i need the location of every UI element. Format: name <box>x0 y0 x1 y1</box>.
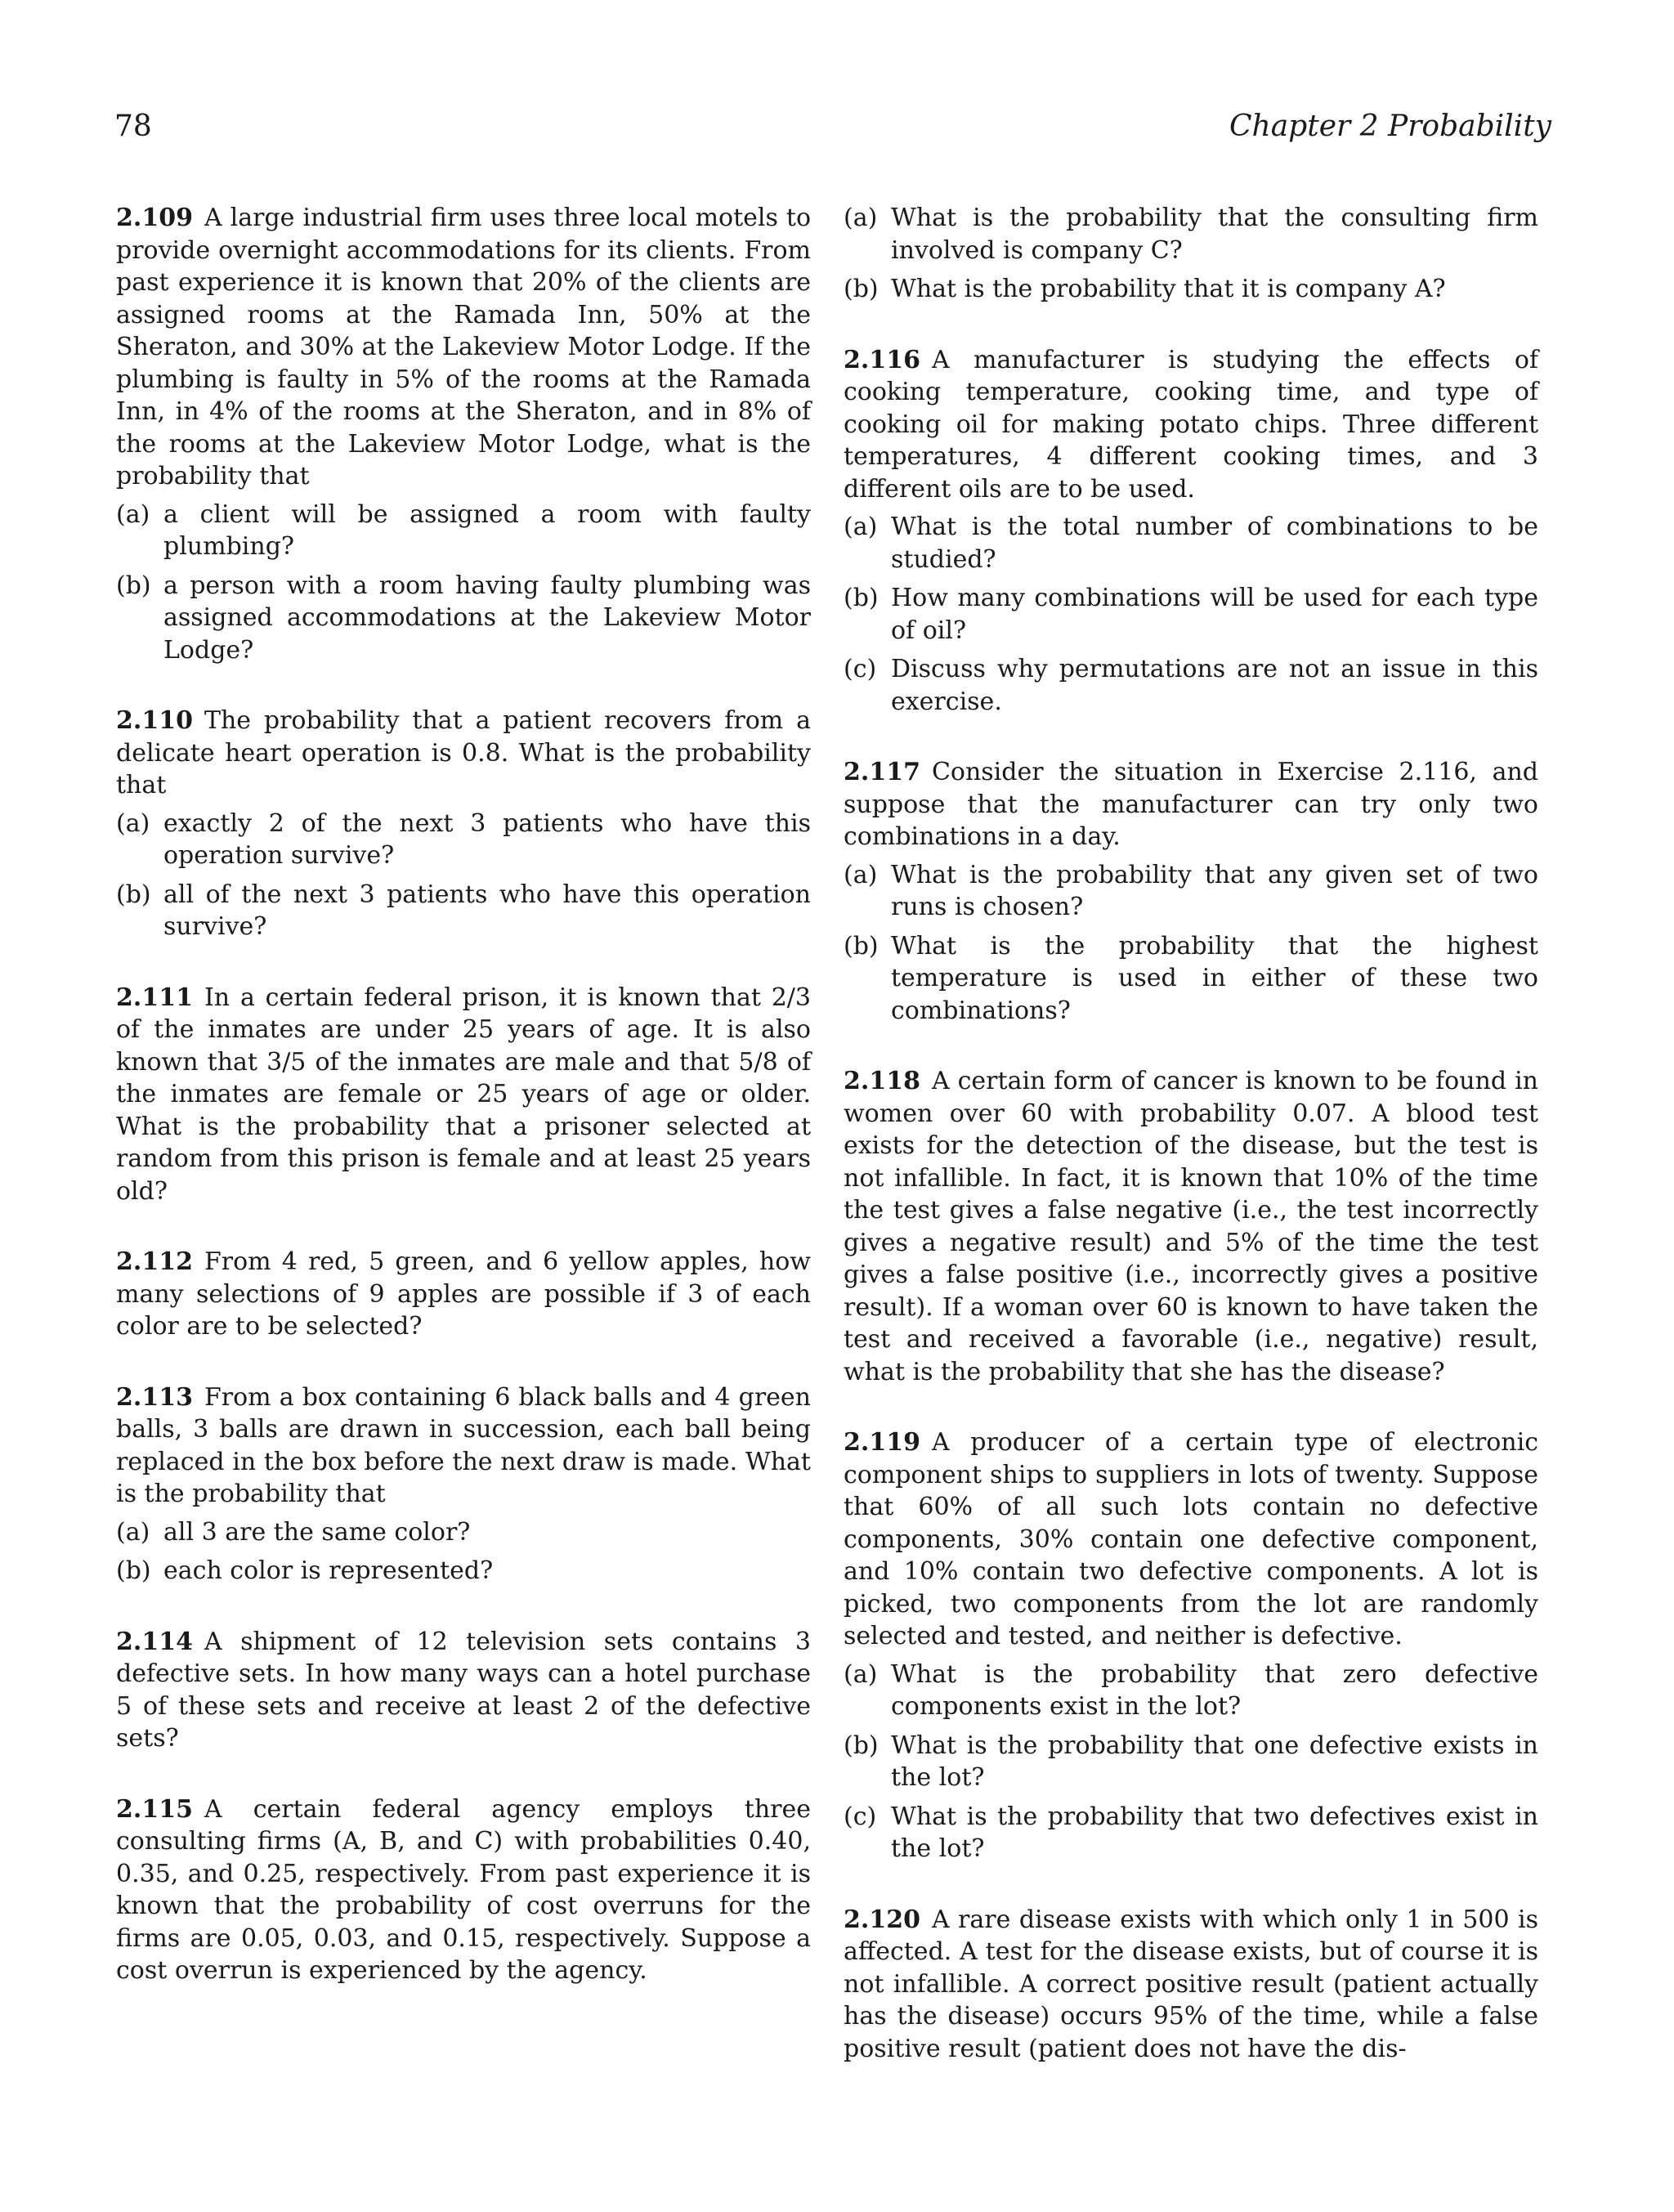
exercise-statement <box>844 344 1538 506</box>
part-text: What is the probability that the highest temperature is used in either of these two combinations? <box>891 931 1538 1025</box>
exercise-number: 2.120 <box>844 1905 920 1934</box>
exercise-statement <box>116 202 811 493</box>
exercise-part <box>116 499 811 563</box>
exercise-part <box>116 570 811 667</box>
exercise-text: A producer of a certain type of electronic component ships to suppliers in lots of twenty. Suppose that 60% of all such lots contain no defective components, 30% contain one defective component, and 10% contain two defective components. A lot is picked, two components from the lot are randomly selected and tested, and neither is defective. <box>844 1428 1538 1650</box>
exercise-statement <box>844 1065 1538 1388</box>
right-column <box>844 202 1538 2103</box>
page-header <box>114 110 1551 150</box>
exercise-text: The probability that a patient recovers from a delicate heart operation is 0.8. What is the probability that <box>116 706 811 799</box>
page-number: 78 <box>114 110 152 143</box>
exercise-number: 2.110 <box>116 706 193 735</box>
part-label: (a) <box>116 1517 150 1547</box>
exercise-part <box>844 202 1538 266</box>
exercise-parts <box>116 1516 811 1587</box>
exercise-number: 2.109 <box>116 204 193 232</box>
exercise-statement <box>116 705 811 802</box>
part-label: (a) <box>844 513 878 541</box>
part-label: (b) <box>116 571 151 600</box>
exercise-number: 2.116 <box>844 345 920 374</box>
exercise-statement <box>844 756 1538 853</box>
exercise-text: A large industrial firm uses three local motels to provide overnight accommodations for its clients. From past experience it is known that 20% of the clients are assigned rooms at the Ramada Inn, 50% at the Sheraton, and 30% at the Lakeview Motor Lodge. If the plumbing is faulty in 5% of the rooms at the Ramada Inn, in 4% of the rooms at the Sheraton, and in 8% of the rooms at the Lakeview Motor Lodge, what is the probability that <box>116 204 811 490</box>
running-head: Chapter 2 Probability <box>1229 110 1551 143</box>
part-label: (a) <box>116 808 150 838</box>
part-label: (a) <box>844 204 878 232</box>
exercise-part <box>844 1730 1538 1794</box>
exercise-statement <box>844 1426 1538 1653</box>
exercise-parts <box>844 511 1538 718</box>
exercise-part <box>844 653 1538 718</box>
part-label: (b) <box>844 275 879 303</box>
exercise-part <box>844 273 1538 306</box>
part-label: (a) <box>844 1659 878 1689</box>
exercise-text: A rare disease exists with which only 1 in 500 is affected. A test for the disease exists, but of course it is not infallible. A correct positive result (patient actually has the disease) occurs 95% of the time, while a false positive result (patient does not have the dis- <box>844 1905 1538 2063</box>
part-label: (a) <box>844 860 878 889</box>
part-label: (b) <box>844 931 879 960</box>
exercise-2-119 <box>844 1426 1538 1865</box>
exercise-2-118 <box>844 1065 1538 1388</box>
exercise-part <box>844 1801 1538 1865</box>
exercise-statement <box>116 982 811 1208</box>
exercise-2-114 <box>116 1626 811 1755</box>
part-text: What is the probability that the consulting firm involved is company C? <box>891 204 1538 265</box>
exercise-parts <box>116 808 811 943</box>
part-text: How many combinations will be used for each type of oil? <box>891 584 1538 645</box>
exercise-number: 2.111 <box>116 983 193 1012</box>
exercise-part <box>116 1555 811 1587</box>
continuation-2-115 <box>844 202 1538 306</box>
left-column <box>116 202 811 2026</box>
exercise-statement <box>116 1626 811 1755</box>
exercise-text: Consider the situation in Exercise 2.116, and suppose that the manufacturer can try only two combinations in a day. <box>844 758 1538 851</box>
exercise-number: 2.112 <box>116 1247 193 1276</box>
exercise-part <box>844 930 1538 1028</box>
part-label: (b) <box>844 1731 879 1760</box>
exercise-part <box>844 1659 1538 1723</box>
exercise-part <box>116 1516 811 1549</box>
exercise-statement <box>116 1793 811 1987</box>
exercise-2-120 <box>844 1904 1538 2066</box>
part-text: each color is represented? <box>163 1556 494 1585</box>
part-text: exactly 2 of the next 3 patients who have this operation survive? <box>163 808 811 870</box>
exercise-text: A manufacturer is studying the effects of cooking temperature, cooking time, and type of cooking oil for making potato chips. Three different temperatures, 4 different cooking times, and 3 different oils are to be used. <box>844 345 1538 504</box>
exercise-text: From 4 red, 5 green, and 6 yellow apples, how many selections of 9 apples are possible if 3 of each color are to be selected? <box>116 1247 811 1341</box>
part-text: a client will be assigned a room with faulty plumbing? <box>163 499 811 561</box>
exercise-2-110 <box>116 705 811 943</box>
exercise-number: 2.118 <box>844 1067 920 1095</box>
part-text: What is the probability that one defective exists in the lot? <box>891 1731 1538 1792</box>
exercise-part <box>844 859 1538 924</box>
exercise-2-111 <box>116 982 811 1208</box>
exercise-2-113 <box>116 1381 811 1587</box>
part-text: What is the probability that any given set of two runs is chosen? <box>891 860 1538 921</box>
part-text: What is the probability that zero defective components exist in the lot? <box>891 1659 1538 1721</box>
exercise-parts <box>844 859 1538 1028</box>
exercise-2-109 <box>116 202 811 666</box>
part-text: all 3 are the same color? <box>163 1517 471 1547</box>
exercise-part <box>116 879 811 943</box>
exercise-number: 2.114 <box>116 1627 193 1656</box>
part-label: (a) <box>116 499 150 529</box>
part-text: What is the probability that it is company A? <box>891 275 1446 303</box>
exercise-text: A certain form of cancer is known to be found in women over 60 with probability 0.07. A blood test exists for the detection of the disease, but the test is not infallible. In fact, it is known that 10% of the time the test gives a false negative (i.e., the test incorrectly gives a negative result) and 5% of the time the test gives a false positive (i.e., incorrectly gives a positive result). If a woman over 60 is known to have taken the test and received a favorable (i.e., negative) result, what is the probability that she has the disease? <box>844 1067 1538 1386</box>
exercise-statement <box>116 1381 811 1511</box>
exercise-2-115 <box>116 1793 811 1987</box>
exercise-part <box>844 511 1538 575</box>
exercise-text: A certain federal agency employs three consulting firms (A, B, and C) with probabilities 0.40, 0.35, and 0.25, respectively. From past experience it is known that the probability of cost overruns for the firms are 0.05, 0.03, and 0.15, respectively. Suppose a cost overrun is experienced by the agency. <box>116 1794 811 1985</box>
part-label: (b) <box>116 1556 151 1585</box>
exercise-part <box>116 808 811 872</box>
part-label: (c) <box>844 1802 877 1831</box>
part-text: all of the next 3 patients who have this operation survive? <box>163 880 811 941</box>
exercise-statement <box>116 1246 811 1343</box>
exercise-number: 2.119 <box>844 1428 920 1457</box>
part-label: (c) <box>844 655 877 683</box>
part-text: Discuss why permutations are not an issue in this exercise. <box>891 655 1538 716</box>
exercise-2-116 <box>844 344 1538 719</box>
part-text: What is the probability that two defectives exist in the lot? <box>891 1802 1538 1863</box>
part-label: (b) <box>116 880 151 909</box>
exercise-text: A shipment of 12 television sets contains 3 defective sets. In how many ways can a hotel purchase 5 of these sets and receive at least 2 of the defective sets? <box>116 1627 811 1753</box>
exercise-2-112 <box>116 1246 811 1343</box>
exercise-2-117 <box>844 756 1538 1027</box>
part-text: What is the total number of combinations to be studied? <box>891 513 1538 574</box>
exercise-number: 2.115 <box>116 1794 193 1824</box>
exercise-text: In a certain federal prison, it is known that 2/3 of the inmates are under 25 years of age. It is also known that 3/5 of the inmates are male and that 5/8 of the inmates are female or 25 years of age or older. What is the probability that a prisoner selected at random from this prison is female and at least 25 years old? <box>116 983 811 1206</box>
exercise-number: 2.117 <box>844 758 920 786</box>
exercise-parts <box>844 1659 1538 1865</box>
exercise-number: 2.113 <box>116 1382 193 1412</box>
exercise-text: From a box containing 6 black balls and 4 green balls, 3 balls are drawn in succession, each ball being replaced in the box before the next draw is made. What is the probability that <box>116 1382 811 1508</box>
continuation-parts <box>844 202 1538 306</box>
exercise-part <box>844 582 1538 647</box>
part-text: a person with a room having faulty plumbing was assigned accommodations at the Lakeview Motor Lodge? <box>163 571 811 665</box>
exercise-statement <box>844 1904 1538 2066</box>
exercise-parts <box>116 499 811 667</box>
part-label: (b) <box>844 584 879 612</box>
